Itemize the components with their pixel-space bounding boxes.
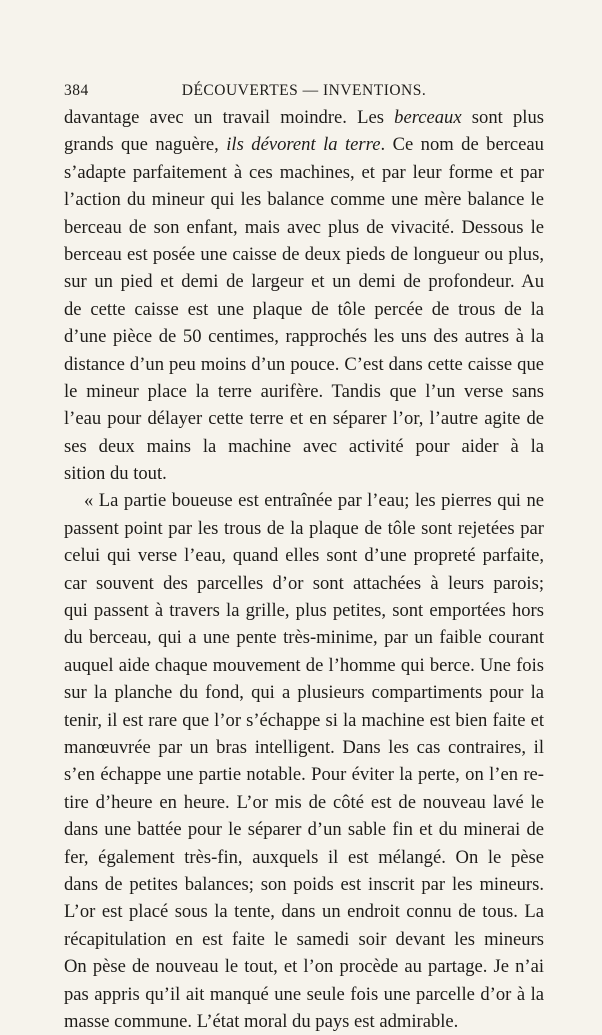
text-line: récapitulation en est faite le samedi soir devant les mineurs <box>64 928 544 950</box>
paragraph <box>64 487 544 1035</box>
running-title: DÉCOUVERTES — INVENTIONS. <box>181 82 427 99</box>
page-number: 384 <box>64 82 89 99</box>
text-line: On pèse de nouveau le tout, et l’on procède au partage. Je n’ai <box>64 956 544 978</box>
text-line: de cette caisse est une plaque de tôle percée de trous de la <box>64 298 544 320</box>
text-line: dans une battée pour le séparer d’un sable fin et du minerai de <box>64 819 544 841</box>
text-line: fer, également très-fin, auxquels il est mélangé. On le pèse <box>64 846 544 868</box>
text-line: L’or est placé sous la tente, dans un endroit connu de tous. La <box>64 901 544 923</box>
text-line: tire d’heure en heure. L’or mis de côté est de nouveau lavé le <box>64 791 544 813</box>
text-line: manœuvrée par un bras intelligent. Dans les cas contraires, il <box>64 736 544 758</box>
text-line: sur un pied et demi de largeur et un demi de profondeur. Au <box>64 271 544 293</box>
text-line: sition du tout. <box>64 463 167 485</box>
text-line: auquel aide chaque mouvement de l’homme qui berce. Une fois <box>64 654 544 676</box>
text-line: « La partie boueuse est entraînée par l’eau; les pierres qui ne <box>84 490 544 512</box>
text-line: s’adapte parfaitement à ces machines, et par leur forme et par <box>64 161 544 183</box>
text-line: passent point par les trous de la plaque de tôle sont rejetées par <box>64 517 544 539</box>
text-line: celui qui verse l’eau, quand elles sont d’une propreté parfaite, <box>64 545 544 567</box>
text-line: davantage avec un travail moindre. Les berceaux sont plus <box>64 107 544 128</box>
text-line: grands que naguère, ils dévorent la terre. Ce nom de berceau <box>64 134 544 156</box>
page-header <box>64 82 544 106</box>
text-line: le mineur place la terre aurifère. Tandis que l’un verse sans <box>64 380 544 402</box>
paragraph <box>64 104 544 487</box>
text-line: ses deux mains la machine avec activité pour aider à la <box>64 435 544 457</box>
text-line: tenir, il est rare que l’or s’échappe si la machine est bien faite et <box>64 709 544 731</box>
text-line: l’action du mineur qui les balance comme une mère balance le <box>64 189 544 211</box>
text-line: berceau de son enfant, mais avec plus de vivacité. Dessous le <box>64 216 544 238</box>
body-text <box>64 104 544 1035</box>
text-line: distance d’un peu moins d’un pouce. C’est dans cette caisse que <box>64 353 544 375</box>
text-line: berceau est posée une caisse de deux pieds de longueur ou plus, <box>64 243 544 265</box>
text-line: qui passent à travers la grille, plus petites, sont emportées hors <box>64 600 544 622</box>
text-line: pas appris qu’il ait manqué une seule fois une parcelle d’or à la <box>64 983 544 1005</box>
text-line: d’une pièce de 50 centimes, rapprochés les uns des autres à la <box>64 326 544 348</box>
text-line: dans de petites balances; son poids est inscrit par les mineurs. <box>64 873 544 895</box>
text-line: masse commune. L’état moral du pays est admirable. <box>64 1010 459 1032</box>
text-line: car souvent des parcelles d’or sont attachées à leurs parois; <box>64 572 544 594</box>
text-line: s’en échappe une partie notable. Pour éviter la perte, on l’en re- <box>64 764 544 786</box>
text-line: sur la planche du fond, qui a plusieurs compartiments pour la <box>64 682 544 704</box>
text-line: du berceau, qui a une pente très-minime, par un faible courant <box>64 627 544 649</box>
text-line: l’eau pour délayer cette terre et en séparer l’or, l’autre agite de <box>64 408 544 430</box>
